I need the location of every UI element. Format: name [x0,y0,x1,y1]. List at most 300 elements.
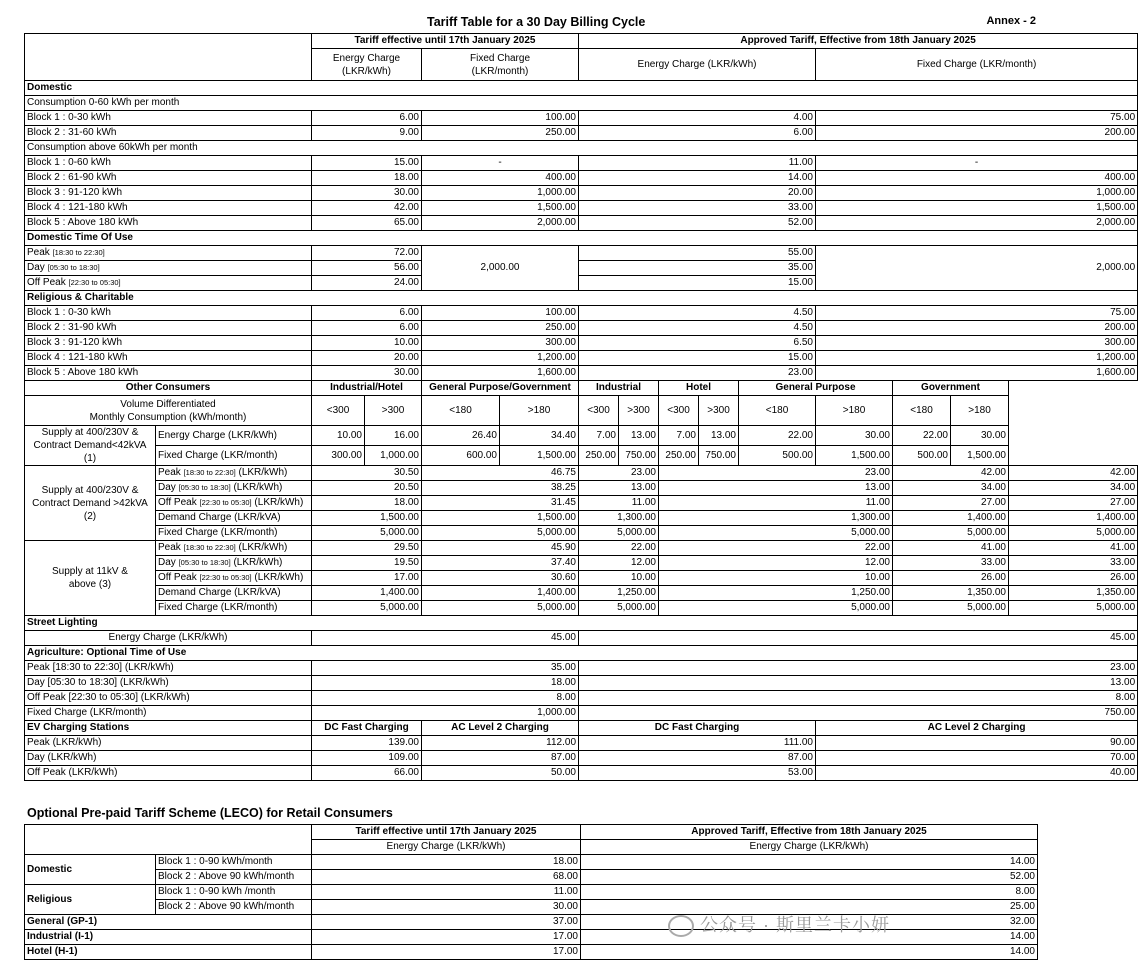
supply2-row [25,466,1138,481]
ev-ac-new: AC Level 2 Charging [816,721,1138,736]
tou-time: [22:30 to 05:30] [199,498,252,507]
old-value: 45.00 [312,631,579,646]
ev-ac-old: AC Level 2 Charging [422,721,579,736]
unit: (LKR/kWh) [235,467,288,478]
row-label: Energy Charge (LKR/kWh) [25,631,312,646]
old-energy-value: 30.00 [312,186,422,201]
unit: (LKR/kWh) [235,542,288,553]
value-cell: 26.00 [1009,571,1138,586]
old-fixed-value: 1,000.00 [422,186,579,201]
value-cell: 1,500.00 [312,511,422,526]
value-cell: 1,350.00 [893,586,1009,601]
header-new-fixed: Fixed Charge (LKR/month) [816,49,1138,81]
value-cell: 750.00 [619,446,659,466]
volume-band: <300 [312,396,365,426]
old-fixed-value: 250.00 [422,321,579,336]
old-fixed-value: 300.00 [422,336,579,351]
value-cell: 13.00 [699,426,739,446]
header-old-energy [314,52,419,78]
value-cell: 750.00 [699,446,739,466]
tou-name: Off Peak [27,277,69,288]
new-fixed-value: 2,000.00 [816,246,1138,291]
domestic-row [25,216,1138,231]
row-label: Block 4 : 121-180 kWh [25,351,312,366]
value-cell: 20.50 [312,481,422,496]
ev-row [25,736,1138,751]
domestic-sub1-title: Consumption 0-60 kWh per month [25,96,1138,111]
value-cell: 16.00 [365,426,422,446]
value-cell: 7.00 [659,426,699,446]
supply2-row [25,526,1138,541]
row-label: Block 2 : Above 90 kWh/month [156,900,312,915]
new-value: 14.00 [581,855,1038,870]
label-line: Volume Differentiated [120,398,216,410]
prepaid-domestic-row [25,870,1038,885]
old-value: 18.00 [312,855,581,870]
value-cell: 31.45 [422,496,579,511]
tou-name: Day [158,557,179,568]
domestic-row [25,201,1138,216]
prepaid-header-1 [25,825,1038,840]
label-line: Monthly Consumption (kWh/month) [89,411,247,423]
religious-row [25,306,1138,321]
new-fixed-value: 75.00 [816,306,1138,321]
row-label: Demand Charge (LKR/kVA) [156,511,312,526]
old-energy-value: 42.00 [312,201,422,216]
header-corner [25,825,312,855]
row-label [156,481,312,496]
old-energy-value: 20.00 [312,351,422,366]
tou-time: [22:30 to 05:30] [68,278,121,287]
value-cell: 500.00 [893,446,951,466]
header-old-fixed [424,52,576,78]
row-label: Block 5 : Above 180 kWh [25,216,312,231]
supply2-row [25,511,1138,526]
new-fixed-value: 300.00 [816,336,1138,351]
new-fixed-value: 75.00 [816,111,1138,126]
new-value: 8.00 [581,885,1038,900]
other-subheader [25,396,1138,426]
wechat-icon [668,915,694,937]
tou-time: [22:30 to 05:30] [199,573,252,582]
new-energy-value: 35.00 [579,261,816,276]
watermark-text: 公众号 · 斯里兰卡小妍 [700,915,890,935]
row-label: Block 3 : 91-120 kWh [25,186,312,201]
row-label: Block 2 : 61-90 kWh [25,171,312,186]
domestic-row [25,111,1138,126]
row-label: General (GP-1) [25,915,312,930]
header-new-energy: Energy Charge (LKR/kWh) [581,840,1038,855]
old-fixed-value: - [422,156,579,171]
value-cell: 23.00 [579,466,659,481]
value-cell: 38.25 [422,481,579,496]
volume-band: <300 [659,396,699,426]
domestic-section [25,81,1138,96]
new-fixed-value: 200.00 [816,126,1138,141]
value-cell: 1,500.00 [422,511,579,526]
prepaid-table [24,824,1038,960]
row-label [25,246,312,261]
new-value: 23.00 [579,661,1138,676]
volume-band: <300 [579,396,619,426]
new-value: 8.00 [579,691,1138,706]
row-label [156,556,312,571]
new-energy-value: 55.00 [579,246,816,261]
old-energy-value: 30.00 [312,366,422,381]
new-value: 14.00 [581,930,1038,945]
supply3-row [25,541,1138,556]
value-cell: 1,300.00 [659,511,893,526]
value-cell: 500.00 [739,446,816,466]
row-label: Off Peak (LKR/kWh) [25,766,312,781]
unit: (LKR/kWh) [251,497,304,508]
row-label: Block 2 : 31-60 kWh [25,126,312,141]
label-line: Contract Demand<42kVA (1) [33,440,147,464]
value-cell: 22.00 [893,426,951,446]
prepaid-title: Optional Pre-paid Tariff Scheme (LECO) for Retail Consumers [27,806,393,820]
value-cell: 5,000.00 [422,601,579,616]
old-fixed-value: 100.00 [422,111,579,126]
street-section [25,616,1138,631]
tou-time: [05:30 to 18:30] [178,483,231,492]
value-cell: 34.00 [1009,481,1138,496]
old-fixed-value: 2,000.00 [422,246,579,291]
value-cell: 18.00 [312,496,422,511]
supply2-row [25,481,1138,496]
row-label: Day (LKR/kWh) [25,751,312,766]
other-header [25,381,1138,396]
group-label: General Purpose [739,381,893,396]
value-cell: 5,000.00 [312,526,422,541]
value-cell: 27.00 [893,496,1009,511]
header-old-fixed [422,49,579,81]
label-line: Supply at 11kV & [52,566,128,577]
supply3-row [25,571,1138,586]
old-energy-value: 10.00 [312,336,422,351]
page-title: Tariff Table for a 30 Day Billing Cycle [427,15,646,29]
volume-band: >300 [619,396,659,426]
prepaid-religious-row [25,885,1038,900]
new-value: 13.00 [579,676,1138,691]
value-cell: 12.00 [579,556,659,571]
street-section-title: Street Lighting [25,616,1138,631]
old-value: 17.00 [312,945,581,960]
volume-band: >300 [365,396,422,426]
agri-row [25,661,1138,676]
domestic-sub2 [25,141,1138,156]
new-energy-value: 111.00 [579,736,816,751]
row-label [25,261,312,276]
row-label: Block 5 : Above 180 kWh [25,366,312,381]
header-corner [25,34,312,81]
volume-band: >300 [699,396,739,426]
new-value: 45.00 [579,631,1138,646]
ev-dc-new: DC Fast Charging [579,721,816,736]
value-cell: 17.00 [312,571,422,586]
row-label: Energy Charge (LKR/kWh) [156,426,312,446]
new-value: 750.00 [579,706,1138,721]
volume-band: >180 [816,396,893,426]
other-title: Other Consumers [25,381,312,396]
dtou-section [25,231,1138,246]
volume-band: <180 [739,396,816,426]
label-line: Supply at 400/230V & [41,484,139,496]
old-energy-value: 72.00 [312,246,422,261]
supply3-label [25,541,156,616]
old-fixed-value: 1,600.00 [422,366,579,381]
tou-name: Off Peak [158,572,200,583]
value-cell: 1,400.00 [312,586,422,601]
prepaid-domestic-label: Domestic [25,855,156,885]
row-label: Fixed Charge (LKR/month) [156,601,312,616]
value-cell: 30.60 [422,571,579,586]
tou-name: Day [27,262,48,273]
row-label: Block 1 : 0-90 kWh/month [156,855,312,870]
supply3-row [25,601,1138,616]
header-new-tariff: Approved Tariff, Effective from 18th January 2025 [581,825,1038,840]
value-cell: 11.00 [579,496,659,511]
old-value: 35.00 [312,661,579,676]
label-line: above (3) [68,579,112,590]
header-new-energy: Energy Charge (LKR/kWh) [579,49,816,81]
tou-name: Peak [158,467,184,478]
religious-row [25,351,1138,366]
new-energy-value: 23.00 [579,366,816,381]
new-value: 32.00 [581,915,1038,930]
new-fixed-value: 1,000.00 [816,186,1138,201]
tou-time: [18:30 to 22:30] [183,543,236,552]
value-cell: 27.00 [1009,496,1138,511]
group-label: Industrial [579,381,659,396]
old-fixed-value: 100.00 [422,306,579,321]
row-label: Off Peak [22:30 to 05:30] (LKR/kWh) [25,691,312,706]
new-energy-value: 33.00 [579,201,816,216]
new-energy-value: 15.00 [579,351,816,366]
value-cell: 33.00 [1009,556,1138,571]
value-cell: 5,000.00 [893,601,1009,616]
old-value: 68.00 [312,870,581,885]
value-cell: 29.50 [312,541,422,556]
row-label: Demand Charge (LKR/kVA) [156,586,312,601]
supply2-row [25,496,1138,511]
value-cell: 5,000.00 [422,526,579,541]
header-old-energy [312,49,422,81]
volume-band: >180 [500,396,579,426]
old-energy-value: 24.00 [312,276,422,291]
new-fixed-value: 2,000.00 [816,216,1138,231]
old-energy-value: 6.00 [312,306,422,321]
value-cell: 1,300.00 [579,511,659,526]
value-cell: 5,000.00 [659,601,893,616]
unit: (LKR/kWh) [251,572,304,583]
supply3-label [27,565,153,591]
tou-name: Off Peak [158,497,200,508]
ev-header [25,721,1138,736]
value-cell: 600.00 [422,446,500,466]
old-fixed-value: 112.00 [422,736,579,751]
unit: (LKR/kWh) [230,557,283,568]
agri-row [25,706,1138,721]
label-line: (LKR/kWh) [342,65,391,77]
new-energy-value: 52.00 [579,216,816,231]
value-cell: 1,250.00 [659,586,893,601]
new-energy-value: 4.00 [579,111,816,126]
row-label: Block 1 : 0-30 kWh [25,111,312,126]
value-cell: 5,000.00 [659,526,893,541]
value-cell: 5,000.00 [1009,526,1138,541]
old-fixed-value: 400.00 [422,171,579,186]
old-value: 18.00 [312,676,579,691]
agri-section-title: Agriculture: Optional Time of Use [25,646,1138,661]
new-energy-value: 14.00 [579,171,816,186]
new-value: 52.00 [581,870,1038,885]
value-cell: 5,000.00 [312,601,422,616]
tou-time: [18:30 to 22:30] [52,248,105,257]
annex-label: Annex - 2 [986,15,1036,27]
supply1-row [25,426,1138,446]
religious-row [25,321,1138,336]
volume-label [27,398,309,424]
row-label: Peak (LKR/kWh) [25,736,312,751]
old-fixed-value: 87.00 [422,751,579,766]
new-fixed-value: 1,200.00 [816,351,1138,366]
supply1-label [27,426,153,465]
row-label: Block 2 : Above 90 kWh/month [156,870,312,885]
ev-dc-old: DC Fast Charging [312,721,422,736]
value-cell: 1,400.00 [422,586,579,601]
religious-section [25,291,1138,306]
value-cell: 30.50 [312,466,422,481]
value-cell: 45.90 [422,541,579,556]
new-energy-value: 6.00 [579,126,816,141]
religious-row [25,336,1138,351]
header-old-tariff: Tariff effective until 17th January 2025 [312,34,579,49]
domestic-sub2-title: Consumption above 60kWh per month [25,141,1138,156]
old-value: 37.00 [312,915,581,930]
group-label: General Purpose/Government [422,381,579,396]
label-line: Energy Charge [332,52,401,64]
supply2-label [27,484,153,523]
new-energy-value: 53.00 [579,766,816,781]
value-cell: 41.00 [893,541,1009,556]
old-value: 17.00 [312,930,581,945]
old-fixed-value: 1,500.00 [422,201,579,216]
row-label: Block 4 : 121-180 kWh [25,201,312,216]
header-new-tariff: Approved Tariff, Effective from 18th January 2025 [579,34,1138,49]
tariff-table [24,33,1138,781]
watermark [668,911,890,937]
old-fixed-value: 1,200.00 [422,351,579,366]
volume-label [25,396,312,426]
value-cell: 12.00 [659,556,893,571]
domestic-row [25,171,1138,186]
row-label [156,496,312,511]
old-value: 30.00 [312,900,581,915]
value-cell: 10.00 [579,571,659,586]
prepaid-domestic-row [25,855,1038,870]
religious-row [25,366,1138,381]
religious-section-title: Religious & Charitable [25,291,1138,306]
row-label: Block 3 : 91-120 kWh [25,336,312,351]
value-cell: 26.40 [422,426,500,446]
value-cell: 1,500.00 [500,446,579,466]
new-fixed-value: 40.00 [816,766,1138,781]
new-energy-value: 4.50 [579,321,816,336]
ev-title: EV Charging Stations [25,721,312,736]
agri-section [25,646,1138,661]
volume-band: >180 [951,396,1009,426]
supply2-label [25,466,156,541]
value-cell: 19.50 [312,556,422,571]
old-value: 11.00 [312,885,581,900]
new-energy-value: 20.00 [579,186,816,201]
old-value: 8.00 [312,691,579,706]
value-cell: 46.75 [422,466,579,481]
row-label: Fixed Charge (LKR/month) [156,446,312,466]
value-cell: 34.40 [500,426,579,446]
value-cell: 37.40 [422,556,579,571]
value-cell: 1,350.00 [1009,586,1138,601]
value-cell: 1,000.00 [365,446,422,466]
domestic-row [25,126,1138,141]
street-row [25,631,1138,646]
value-cell: 10.00 [312,426,365,446]
supply3-row [25,556,1138,571]
domestic-row [25,186,1138,201]
new-fixed-value: 200.00 [816,321,1138,336]
header-old-tariff: Tariff effective until 17th January 2025 [312,825,581,840]
new-energy-value: 11.00 [579,156,816,171]
new-fixed-value: 1,500.00 [816,201,1138,216]
domestic-section-title: Domestic [25,81,1138,96]
row-label: Block 1 : 0-60 kWh [25,156,312,171]
value-cell: 22.00 [579,541,659,556]
value-cell: 7.00 [579,426,619,446]
value-cell: 250.00 [659,446,699,466]
old-fixed-value: 2,000.00 [422,216,579,231]
old-energy-value: 18.00 [312,171,422,186]
group-label: Government [893,381,1009,396]
new-fixed-value: 400.00 [816,171,1138,186]
ev-row [25,751,1138,766]
volume-band: <180 [893,396,951,426]
tou-time: [05:30 to 18:30] [178,558,231,567]
value-cell: 22.00 [659,541,893,556]
label-line: (LKR/month) [471,65,529,77]
row-label [25,276,312,291]
unit: (LKR/kWh) [230,482,283,493]
row-label: Hotel (H-1) [25,945,312,960]
new-energy-value: 6.50 [579,336,816,351]
tou-name: Peak [27,247,53,258]
value-cell: 23.00 [659,466,893,481]
value-cell: 1,500.00 [816,446,893,466]
supply1-label [25,426,156,466]
row-label: Block 1 : 0-30 kWh [25,306,312,321]
value-cell: 41.00 [1009,541,1138,556]
value-cell: 13.00 [659,481,893,496]
new-fixed-value: 90.00 [816,736,1138,751]
dtou-row [25,246,1138,261]
value-cell: 1,500.00 [951,446,1009,466]
value-cell: 30.00 [816,426,893,446]
old-energy-value: 109.00 [312,751,422,766]
old-energy-value: 6.00 [312,321,422,336]
old-energy-value: 65.00 [312,216,422,231]
value-cell: 1,400.00 [1009,511,1138,526]
tou-time: [05:30 to 18:30] [47,263,100,272]
dtou-section-title: Domestic Time Of Use [25,231,1138,246]
